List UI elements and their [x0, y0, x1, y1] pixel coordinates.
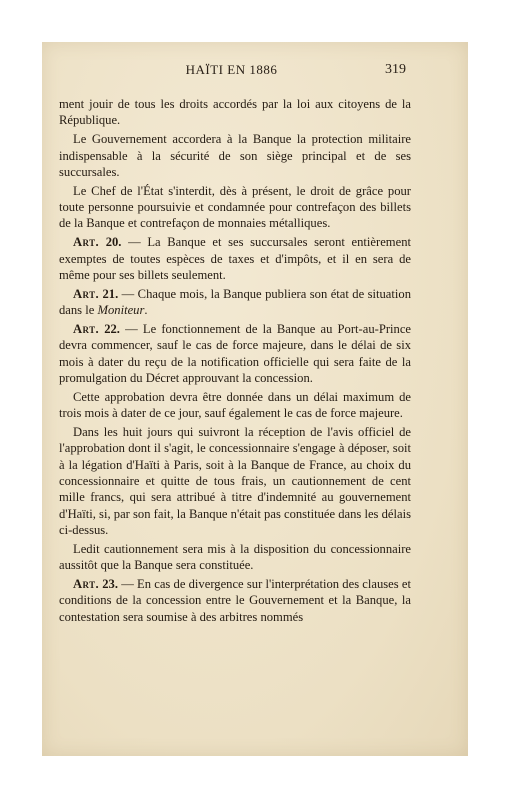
article-text: — Chaque mois, la Banque publiera son état de situation dans le: [59, 286, 411, 318]
article-number: 22.: [104, 321, 120, 336]
article-label: Art.: [73, 286, 100, 301]
paragraph-7: Cette approbation devra être donnée dans un délai maximum de trois mois à dater de ce jour, sauf également le cas de force majeure.: [59, 389, 411, 421]
article-end: .: [144, 303, 148, 318]
page-header: [59, 62, 404, 78]
page-number: 319: [385, 62, 406, 77]
article-21: [59, 286, 411, 319]
running-title: HAÏTI EN 1886: [185, 62, 278, 77]
article-number: 21.: [102, 286, 119, 301]
article-number: 20.: [105, 235, 122, 250]
paragraph-8: Dans les huit jours qui suivront la réception de l'avis officiel de l'approbation dont il s'agit, le concessionnaire s'engage à déposer, soit à la légation d'Haïti à Paris, soit à la Banque de France, au choix du concessionnaire et quitte de tous frais, un cautionnement de cent mille francs, qui sera attribué à titre d'indemnité au gouvernement d'Haïti, si, par son fait, la Banque n'était pas constituée dans les délais ci-dessus.: [59, 424, 411, 538]
article-23: [59, 576, 411, 625]
article-20: [59, 234, 411, 283]
paragraph-1: ment jouir de tous les droits accordés par la loi aux citoyens de la République.: [59, 97, 411, 128]
article-text: — Le fonctionnement de la Banque au Port-au-Prince devra commencer, sauf le cas de force majeure, dans le délai de six mois à dater du reçu de la notification officielle qui sera faite de la promulgation du Décret approuvant la concession.: [59, 321, 411, 385]
article-text: — La Banque et ses succursales seront entièrement exemptes de toutes espèces de taxes et d'impôts, et il en sera de même pour ses billets seulement.: [59, 235, 411, 282]
body-text: [59, 96, 411, 628]
article-number: 23.: [102, 577, 118, 592]
article-label: Art.: [73, 577, 100, 592]
article-label: Art.: [73, 235, 100, 250]
paragraph-9: Ledit cautionnement sera mis à la disposition du concessionnaire aussitôt que la Banque sera constituée.: [59, 541, 411, 573]
paragraph-3: Le Chef de l'État s'interdit, dès à présent, le droit de grâce pour toute personne poursuivie et condamnée pour contrefaçon des billets de la Banque et contrefaçon de monnaies métalliques.: [59, 183, 411, 231]
article-label: Art.: [73, 321, 100, 336]
newspaper-title: Moniteur: [97, 303, 145, 318]
article-text: — En cas de divergence sur l'interprétation des clauses et conditions de la concession entre le Gouvernement et la Banque, la contestation sera soumise à des arbitres nommés: [59, 577, 411, 624]
article-22: [59, 321, 411, 387]
paragraph-2: Le Gouvernement accordera à la Banque la protection militaire indispensable à la sécurité de son siège principal et de ses succursales.: [59, 132, 411, 179]
